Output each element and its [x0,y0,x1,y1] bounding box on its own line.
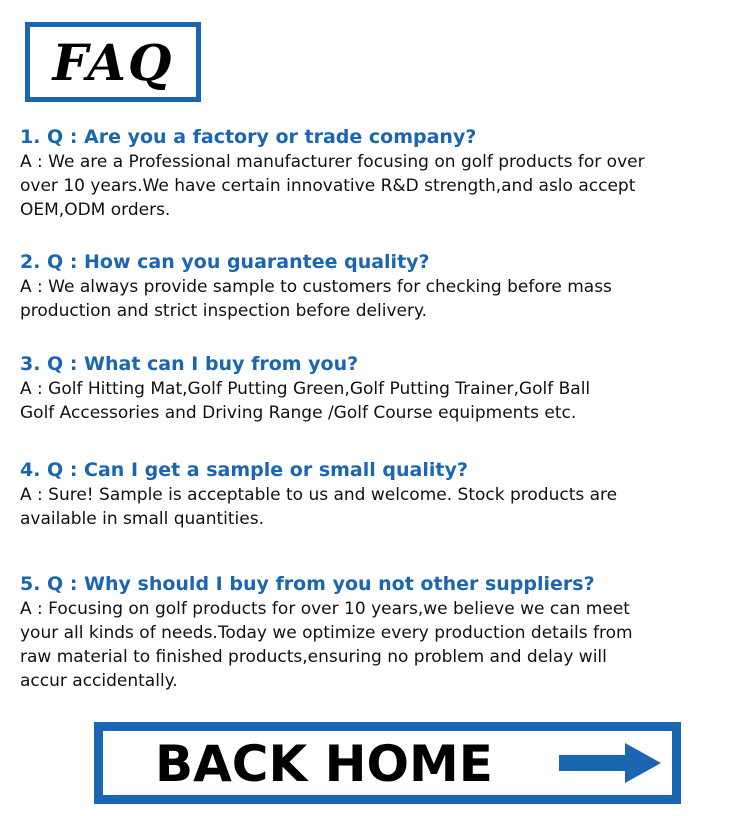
faq-answer [20,483,740,531]
faq-answer-line: A : We always provide sample to customers for checking before mass [20,277,612,297]
faq-question: 2. Q : How can you guarantee quality? [20,251,430,273]
faq-answer-line: A : Golf Hitting Mat,Golf Putting Green,Golf Putting Trainer,Golf Ball [20,379,591,399]
right-arrow-icon [559,743,661,787]
faq-item-3 [20,351,740,425]
faq-item-5 [20,571,740,693]
faq-answer-line: available in small quantities. [20,509,264,529]
faq-answer-line: A : Sure! Sample is acceptable to us and welcome. Stock products are [20,485,618,505]
faq-answer-line: raw material to finished products,ensuring no problem and delay will [20,647,607,667]
back-home-label: BACK HOME [155,735,493,793]
faq-question: 1. Q : Are you a factory or trade company? [20,126,477,148]
page-title: FAQ [52,32,174,92]
faq-answer-line: your all kinds of needs.Today we optimize every production details from [20,623,633,643]
faq-answer [20,275,740,323]
faq-answer-line: Golf Accessories and Driving Range /Golf Course equipments etc. [20,403,577,423]
faq-answer-line: OEM,ODM orders. [20,200,171,220]
faq-item-1 [20,124,740,222]
faq-answer [20,150,740,222]
faq-answer-line: accur accidentally. [20,671,178,691]
faq-answer-line: production and strict inspection before delivery. [20,301,428,321]
back-home-button[interactable] [94,722,681,804]
faq-item-2 [20,249,740,323]
faq-question: 3. Q : What can I buy from you? [20,353,359,375]
faq-item-4 [20,457,740,531]
faq-question: 5. Q : Why should I buy from you not other suppliers? [20,573,595,595]
faq-header-box [25,22,201,102]
faq-answer-line: A : Focusing on golf products for over 10 years,we believe we can meet [20,599,630,619]
faq-answer-line: over 10 years.We have certain innovative R&D strength,and aslo accept [20,176,636,196]
faq-answer-line: A : We are a Professional manufacturer focusing on golf products for over [20,152,645,172]
faq-answer [20,377,740,425]
faq-answer [20,597,740,693]
faq-question: 4. Q : Can I get a sample or small quality? [20,459,468,481]
